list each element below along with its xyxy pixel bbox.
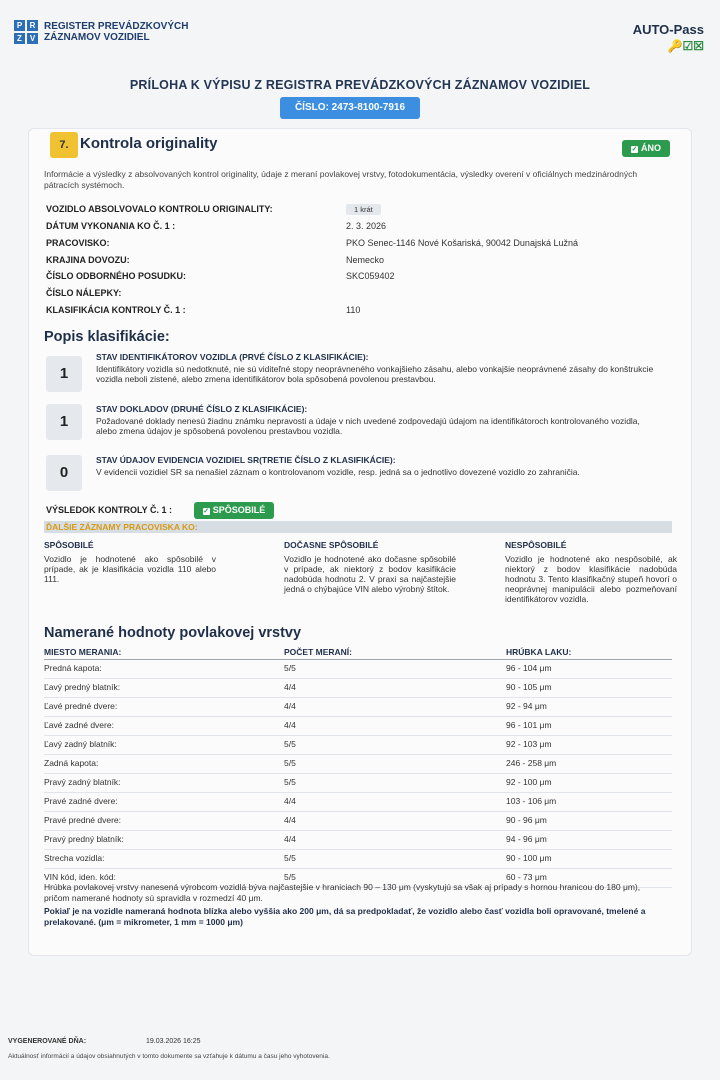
- result-label: VÝSLEDOK KONTROLY Č. 1 :: [46, 505, 173, 515]
- register-logo: [14, 20, 188, 44]
- info-row: [46, 204, 666, 218]
- autopass-logo: [633, 22, 704, 53]
- table-row: [44, 812, 672, 831]
- cell-count: 5/5: [284, 739, 296, 749]
- cell-location: Predná kapota:: [44, 663, 102, 673]
- table-header: [44, 646, 672, 660]
- info-label: PRACOVISKO:: [46, 238, 110, 248]
- logo-letter: R: [27, 20, 38, 31]
- column-text: Vozidlo je hodnotené ako dočasne spôsobilé v prípade, ak niektorý z bodov kasifikácie nadobúda hodnotu 2. V praxi sa najčastejšie jedná o chýbajúce VIN alebo výrobný štítok.: [284, 554, 456, 594]
- section-number-badge: 7.: [50, 132, 78, 158]
- cell-thickness: 246 - 258 μm: [506, 758, 557, 768]
- key-check-icon: 🔑☑☒: [667, 39, 704, 53]
- info-row: [46, 221, 666, 235]
- cell-thickness: 94 - 96 μm: [506, 834, 547, 844]
- status-label: ÁNO: [641, 143, 661, 153]
- cell-count: 4/4: [284, 701, 296, 711]
- info-label: VOZIDLO ABSOLVOVALO KONTROLU ORIGINALITY:: [46, 204, 273, 214]
- table-row: [44, 755, 672, 774]
- cell-count: 5/5: [284, 663, 296, 673]
- count-pill: 1 krát: [346, 204, 381, 215]
- table-row: [44, 679, 672, 698]
- autopass-title: AUTO-Pass: [632, 22, 704, 37]
- measurements-table: [44, 646, 672, 888]
- info-label: KRAJINA DOVOZU:: [46, 255, 130, 265]
- cell-thickness: 90 - 100 μm: [506, 853, 552, 863]
- cell-count: 5/5: [284, 872, 296, 882]
- status-column: [284, 540, 456, 594]
- generated-label: VYGENEROVANÉ DŇA:: [8, 1038, 87, 1045]
- info-label: ČÍSLO ODBORNÉHO POSUDKU:: [46, 271, 187, 281]
- document-title: PRÍLOHA K VÝPISU Z REGISTRA PREVÁDZKOVÝCH ZÁZNAMOV VOZIDIEL: [129, 78, 591, 92]
- info-row: [46, 271, 666, 285]
- logo-line-2: ZÁZNAMOV VOZIDIEL: [44, 32, 150, 43]
- logo-letter: V: [27, 33, 38, 44]
- cell-thickness: 92 - 94 μm: [506, 701, 547, 711]
- classification-title: STAV ÚDAJOV EVIDENCIA VOZIDIEL SR(TRETIE ČÍSLO Z KLASIFIKÁCIE):: [96, 455, 396, 465]
- generated-info: [8, 1038, 201, 1045]
- column-header: MIESTO MERANIA:: [44, 647, 122, 657]
- cell-thickness: 60 - 73 μm: [506, 872, 547, 882]
- info-value: 110: [346, 305, 361, 315]
- table-row: [44, 660, 672, 679]
- cell-thickness: 92 - 103 μm: [506, 739, 552, 749]
- cell-thickness: 90 - 105 μm: [506, 682, 552, 692]
- table-row: [44, 736, 672, 755]
- check-icon: ✓: [203, 508, 210, 515]
- logo-letter: Z: [14, 33, 25, 44]
- cell-location: Pravý zadný blatník:: [44, 777, 121, 787]
- info-label: KLASIFIKÁCIA KONTROLY Č. 1 :: [46, 305, 186, 315]
- column-header: HRÚBKA LAKU:: [506, 647, 572, 657]
- cell-count: 4/4: [284, 796, 296, 806]
- measurements-note: Hrúbka povlakovej vrstvy nanesená výrobcom vozidlá býva najčastejšie v hraniciach 90 – 130 μm (vyskytujú sa však aj prípady s hornou hranicou do 180 μm), pričom namerané hodnoty sú spravidla v rozmedzí 40 μm.: [44, 882, 641, 903]
- info-row: [46, 238, 666, 252]
- info-label: DÁTUM VYKONANIA KO Č. 1 :: [46, 221, 176, 231]
- check-icon: ✓: [631, 146, 638, 153]
- column-title: NESPÔSOBILÉ: [505, 540, 567, 550]
- cell-location: Pravé zadné dvere:: [44, 796, 118, 806]
- column-title: SPÔSOBILÉ: [44, 540, 94, 550]
- table-row: [44, 774, 672, 793]
- classification-title: STAV IDENTIFIKÁTOROV VOZIDLA (PRVÉ ČÍSLO Z KLASIFIKÁCIE):: [96, 352, 369, 362]
- cell-count: 5/5: [284, 777, 296, 787]
- logo-icon: [14, 20, 38, 44]
- status-column: [44, 540, 216, 584]
- cell-count: 4/4: [284, 815, 296, 825]
- table-row: [44, 831, 672, 850]
- cell-location: Ľavé predné dvere:: [44, 701, 118, 711]
- records-band: [44, 521, 672, 533]
- section-title: Kontrola originality: [80, 135, 218, 152]
- info-row: [46, 255, 666, 269]
- generated-value: 19.03.2026 16:25: [146, 1038, 201, 1045]
- measurements-heading: Namerané hodnoty povlakovej vrstvy: [44, 625, 302, 641]
- classification-title: STAV DOKLADOV (DRUHÉ ČÍSLO Z KLASIFIKÁCIE):: [96, 404, 308, 414]
- column-title: DOČASNE SPÔSOBILÉ: [284, 540, 379, 550]
- cell-count: 4/4: [284, 720, 296, 730]
- info-value: PKO Senec-1146 Nové Košariská, 90042 Dunajská Lužná: [346, 238, 578, 248]
- status-badge: [622, 140, 670, 157]
- table-row: [44, 793, 672, 812]
- result-badge: [194, 502, 274, 519]
- measurements-warning: Pokiaľ je na vozidle nameraná hodnota blízka alebo vyššia ako 200 μm, dá sa predpokladať, že vozidlo alebo časť vozidla boli opravované, tmelené a prelakované. (μm = mikrometer, 1 mm = 1000 μm): [44, 906, 646, 927]
- classification-digit: 1: [46, 404, 82, 440]
- cell-count: 4/4: [284, 682, 296, 692]
- info-row: [46, 288, 666, 302]
- info-value: [346, 204, 381, 215]
- status-column: [505, 540, 677, 604]
- cell-location: Pravý predný blatník:: [44, 834, 124, 844]
- cell-thickness: 96 - 101 μm: [506, 720, 552, 730]
- cell-count: 5/5: [284, 758, 296, 768]
- logo-text: [44, 21, 188, 43]
- cell-location: VIN kód, iden. kód:: [44, 872, 116, 882]
- info-row: [46, 305, 666, 319]
- classification-digit: 0: [46, 455, 82, 491]
- cell-location: Strecha vozidla:: [44, 853, 105, 863]
- info-value: Nemecko: [346, 255, 385, 265]
- info-label: ČÍSLO NÁLEPKY:: [46, 288, 122, 298]
- header: [14, 20, 704, 60]
- result-badge-label: SPÔSOBILÉ: [212, 505, 266, 515]
- classification-text: Požadované doklady nenesú žiadnu známku nepravosti a údaje v nich uvedené zodpovedajú údajom na identifikátoroch kontrolovaného vozidla, alebo zmena údajov je spôsobená povolenou prestavbou vozidla.: [96, 416, 640, 436]
- column-header: POČET MERANÍ:: [284, 647, 352, 657]
- info-value: SKC059402: [346, 271, 395, 281]
- cell-count: 5/5: [284, 853, 296, 863]
- logo-line-1: REGISTER PREVÁDZKOVÝCH: [44, 21, 189, 32]
- cell-thickness: 92 - 100 μm: [506, 777, 552, 787]
- cell-location: Ľavý predný blatník:: [44, 682, 121, 692]
- logo-letter: P: [14, 20, 25, 31]
- cell-thickness: 90 - 96 μm: [506, 815, 547, 825]
- section-intro: Informácie a výsledky z absolvovaných kontrol originality, údaje z meraní povlakovej vrstvy, fotodokumentácia, výsledky overení v oficiálnych medzinárodných pátracích systémoch.: [44, 169, 638, 190]
- cell-location: Ľavé zadné dvere:: [44, 720, 114, 730]
- cell-thickness: 96 - 104 μm: [506, 663, 552, 673]
- cell-location: Zadná kapota:: [44, 758, 99, 768]
- table-row: [44, 698, 672, 717]
- table-row: [44, 717, 672, 736]
- disclaimer: Aktuálnosť informácií a údajov obsiahnutých v tomto dokumente sa vzťahuje k dátumu a času jeho vyhotovenia.: [8, 1053, 330, 1060]
- classification-heading: Popis klasifikácie:: [44, 329, 170, 345]
- records-band-label: ĎALŠIE ZÁZNAMY PRACOVISKA KO:: [46, 522, 198, 532]
- classification-digit: 1: [46, 356, 82, 392]
- classification-text: Identifikátory vozidla sú nedotknuté, nie sú viditeľné stopy neoprávneného vonkajšieho zásahu, alebo vonkajšie neoprávnené zásahy do konštrukcie vozidla neboli zistené, alebo zmena identifikátorov bola spôsobená povolenou prestavbou.: [96, 364, 654, 384]
- classification-text: V evidencii vozidiel SR sa nenašiel záznam o kontrolovanom vozidle, resp. jedná sa o jednotlivo dovezené vozidlo zo zahraničia.: [96, 467, 580, 477]
- info-value: 2. 3. 2026: [346, 221, 387, 231]
- column-text: Vozidlo je hodnotené ako spôsobilé v prípade, ak je klasifikácia vozidla 110 alebo 111.: [44, 554, 216, 584]
- cell-location: Ľavý zadný blatník:: [44, 739, 117, 749]
- column-text: Vozidlo je hodnotené ako nespôsobilé, ak niektorý z bodov klasifikácie nadobúda hodnotu 3. Tento klasifikačný stupeň hovorí o neoprávnej manipulácii alebo pozmeňovaní identifikátorov vozidla.: [505, 554, 677, 604]
- table-row: [44, 850, 672, 869]
- cell-count: 4/4: [284, 834, 296, 844]
- document-number: ČÍSLO: 2473-8100-7916: [280, 97, 420, 119]
- cell-location: Pravé predné dvere:: [44, 815, 122, 825]
- cell-thickness: 103 - 106 μm: [506, 796, 557, 806]
